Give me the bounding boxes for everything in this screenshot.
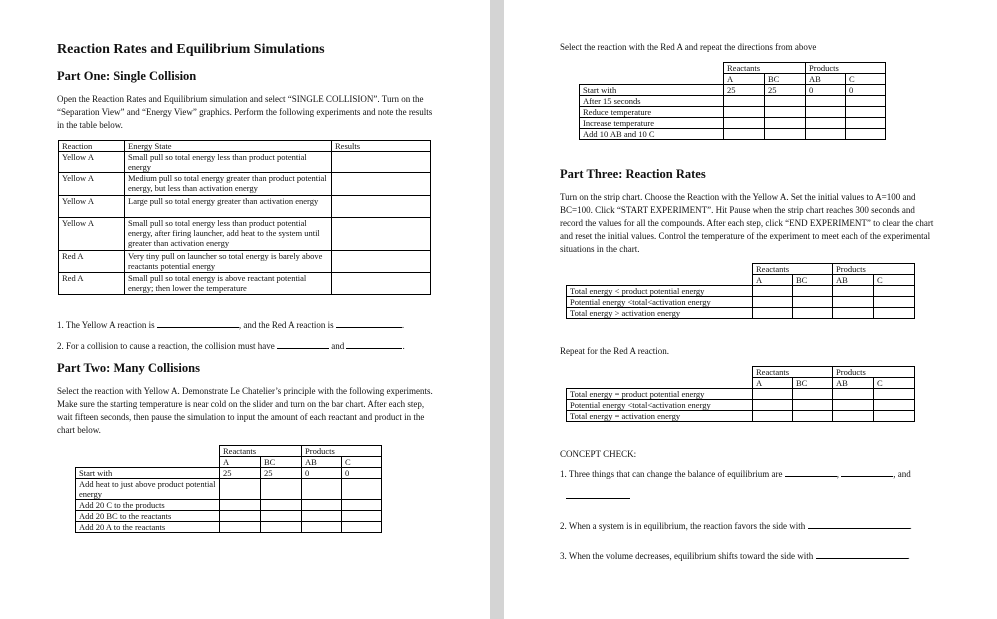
group-header-row [567, 367, 915, 378]
value-cell[interactable] [753, 400, 793, 411]
q2-text-b: and [331, 341, 345, 351]
col-c: C [874, 378, 915, 389]
row-label: Increase temperature [580, 118, 724, 129]
energy-state-cell: Medium pull so total energy greater than product potential energy, but less than activation energy [125, 173, 332, 196]
answer-blank[interactable] [277, 348, 329, 349]
table-row [567, 389, 915, 400]
value-cell[interactable] [724, 129, 765, 140]
value-cell[interactable] [793, 400, 833, 411]
row-label: Reduce temperature [580, 107, 724, 118]
row-label: Total energy = product potential energy [567, 389, 753, 400]
value-cell[interactable] [261, 500, 302, 511]
column-header-row [567, 275, 915, 286]
part-two-heading: Part Two: Many Collisions [57, 361, 200, 375]
concept-question-3: 3. When the volume decreases, equilibrium shifts toward the side with . [560, 551, 910, 561]
value-cell[interactable] [846, 129, 886, 140]
value-cell[interactable] [793, 286, 833, 297]
value-cell[interactable] [342, 511, 382, 522]
results-cell[interactable] [332, 152, 431, 173]
cq3-text: 3. When the volume decreases, equilibrium shifts toward the side with [560, 551, 814, 561]
header-results: Results [332, 141, 431, 152]
value-cell[interactable] [342, 479, 382, 500]
value-cell: 0 [846, 85, 886, 96]
answer-blank[interactable] [157, 327, 239, 328]
col-ab: AB [302, 457, 342, 468]
value-cell: 25 [765, 85, 806, 96]
value-cell[interactable] [765, 118, 806, 129]
value-cell[interactable] [302, 500, 342, 511]
row-label: Total energy < product potential energy [567, 286, 753, 297]
energy-state-cell: Small pull so total energy is above reactant potential energy; then lower the temperature [125, 273, 332, 295]
value-cell[interactable] [846, 96, 886, 107]
energy-state-cell: Very tiny pull on launcher so total energy is barely above reactants potential energy [125, 251, 332, 273]
answer-blank[interactable] [841, 476, 893, 477]
reactants-group-header: Reactants [724, 63, 806, 74]
row-label: Total energy = activation energy [567, 411, 753, 422]
right-page [504, 0, 997, 619]
value-cell[interactable] [806, 107, 846, 118]
col-ab: AB [806, 74, 846, 85]
value-cell[interactable] [302, 511, 342, 522]
value-cell[interactable] [302, 479, 342, 500]
table-row [76, 500, 382, 511]
answer-blank[interactable] [816, 558, 908, 559]
group-header-row [76, 446, 382, 457]
red-a-intro: Select the reaction with the Red A and repeat the directions from above [560, 42, 817, 52]
value-cell[interactable] [806, 96, 846, 107]
value-cell[interactable] [874, 286, 915, 297]
col-bc: BC [765, 74, 806, 85]
value-cell[interactable] [342, 522, 382, 533]
energy-state-cell: Large pull so total energy greater than activation energy [125, 196, 332, 218]
products-group-header: Products [833, 264, 915, 275]
value-cell[interactable] [833, 400, 874, 411]
table-row [580, 85, 886, 96]
value-cell[interactable] [261, 511, 302, 522]
page-gutter [490, 0, 504, 619]
col-ab: AB [833, 378, 874, 389]
table-row [76, 479, 382, 500]
value-cell[interactable] [302, 522, 342, 533]
row-label: Total energy > activation energy [567, 308, 753, 319]
answer-blank[interactable] [785, 476, 837, 477]
value-cell[interactable] [833, 411, 874, 422]
energy-state-cell: Small pull so total energy less than product potential energy, after firing launcher, add heat to the system until greater than activation energy [125, 218, 332, 251]
results-cell[interactable] [332, 173, 431, 196]
col-c: C [846, 74, 886, 85]
value-cell[interactable] [220, 479, 261, 500]
value-cell[interactable] [724, 118, 765, 129]
concept-question-1: 1. Three things that can change the balance of equilibrium are , , and [560, 469, 911, 479]
value-cell: 0 [806, 85, 846, 96]
value-cell[interactable] [874, 297, 915, 308]
col-c: C [874, 275, 915, 286]
value-cell[interactable] [765, 107, 806, 118]
value-cell[interactable] [793, 389, 833, 400]
row-label: Add 10 AB and 10 C [580, 129, 724, 140]
table-row [76, 511, 382, 522]
value-cell[interactable] [753, 286, 793, 297]
column-header-row [580, 74, 886, 85]
value-cell[interactable] [874, 411, 915, 422]
col-c: C [342, 457, 382, 468]
value-cell[interactable] [833, 297, 874, 308]
document-title: Reaction Rates and Equilibrium Simulations [57, 42, 325, 57]
q2-text-a: 2. For a collision to cause a reaction, the collision must have [57, 341, 275, 351]
row-label: Add heat to just above product potential energy [76, 479, 220, 500]
answer-blank[interactable] [808, 528, 910, 529]
products-group-header: Products [806, 63, 886, 74]
value-cell[interactable] [874, 308, 915, 319]
value-cell[interactable] [846, 107, 886, 118]
value-cell[interactable] [724, 107, 765, 118]
table-row [59, 152, 431, 173]
energy-state-cell: Small pull so total energy less than product potential energy [125, 152, 332, 173]
red-a-table [579, 62, 886, 140]
value-cell[interactable] [833, 286, 874, 297]
row-label: Potential energy <total<activation energy [567, 297, 753, 308]
table-row [567, 411, 915, 422]
row-label: Add 20 BC to the reactants [76, 511, 220, 522]
column-header-row [76, 457, 382, 468]
table-row [567, 286, 915, 297]
many-collisions-table [75, 445, 382, 533]
table-row [580, 96, 886, 107]
answer-blank[interactable] [336, 327, 402, 328]
value-cell[interactable] [846, 118, 886, 129]
cq1-text: 1. Three things that can change the balance of equilibrium are [560, 469, 783, 479]
value-cell[interactable] [220, 522, 261, 533]
table-row [567, 297, 915, 308]
value-cell[interactable] [220, 500, 261, 511]
q1-text-a: 1. The Yellow A reaction is [57, 320, 155, 330]
part-one-intro: Open the Reaction Rates and Equilibrium simulation and select “SINGLE COLLISION”. Turn on the “Separation View” and “Energy View” graphics. Perform the following experiments and note the results in the table below. [57, 94, 433, 130]
value-cell[interactable] [724, 96, 765, 107]
value-cell[interactable] [765, 129, 806, 140]
table-row [59, 251, 431, 273]
reactants-group-header: Reactants [753, 367, 833, 378]
concept-question-2: 2. When a system is in equilibrium, the reaction favors the side with . [560, 521, 912, 531]
concept-check-heading: CONCEPT CHECK: [560, 449, 637, 459]
question-1: 1. The Yellow A reaction is , and the Red A reaction is . [57, 320, 405, 330]
value-cell[interactable] [806, 129, 846, 140]
value-cell[interactable] [220, 511, 261, 522]
table-row [59, 218, 431, 251]
value-cell: 0 [342, 468, 382, 479]
value-cell: 0 [302, 468, 342, 479]
col-a: A [753, 378, 793, 389]
group-header-row [580, 63, 886, 74]
value-cell: 25 [220, 468, 261, 479]
table-row [59, 173, 431, 196]
table-row [76, 468, 382, 479]
table-row [567, 308, 915, 319]
results-cell[interactable] [332, 273, 431, 295]
question-2: 2. For a collision to cause a reaction, the collision must have and . [57, 341, 405, 351]
table-row [580, 118, 886, 129]
value-cell[interactable] [793, 308, 833, 319]
value-cell: 25 [724, 85, 765, 96]
red-a-rates-table [566, 366, 915, 422]
col-a: A [220, 457, 261, 468]
table-row [59, 196, 431, 218]
row-label: Add 20 C to the products [76, 500, 220, 511]
part-three-heading: Part Three: Reaction Rates [560, 167, 706, 181]
reaction-cell: Yellow A [59, 218, 125, 251]
value-cell: 25 [261, 468, 302, 479]
col-bc: BC [793, 378, 833, 389]
value-cell[interactable] [874, 389, 915, 400]
row-label: Potential energy <total<activation energy [567, 400, 753, 411]
results-cell[interactable] [332, 251, 431, 273]
column-header-row [567, 378, 915, 389]
value-cell[interactable] [261, 522, 302, 533]
value-cell[interactable] [753, 389, 793, 400]
part-three-intro: Turn on the strip chart. Choose the Reaction with the Yellow A. Set the initial values to A=100 and BC=100. Click “START EXPERIMENT”. Hit Pause when the strip chart reaches 300 seconds and record the values for all the compounds. After each step, click “END EXPERIMENT” to clear the chart and reset the initial values. Control the temperature of the experiment to meet each of the experimental situations in the chart. [560, 192, 934, 254]
value-cell[interactable] [261, 479, 302, 500]
col-a: A [753, 275, 793, 286]
part-one-heading: Part One: Single Collision [57, 69, 197, 83]
table-row [567, 400, 915, 411]
header-reaction: Reaction [59, 141, 125, 152]
reaction-cell: Red A [59, 251, 125, 273]
yellow-a-rates-table [566, 263, 915, 319]
reactants-group-header: Reactants [220, 446, 302, 457]
cq2-text: 2. When a system is in equilibrium, the reaction favors the side with [560, 521, 806, 531]
products-group-header: Products [833, 367, 915, 378]
repeat-red-a: Repeat for the Red A reaction. [560, 346, 669, 356]
answer-blank[interactable] [346, 348, 402, 349]
value-cell[interactable] [753, 297, 793, 308]
value-cell[interactable] [833, 308, 874, 319]
reaction-cell: Yellow A [59, 152, 125, 173]
col-bc: BC [261, 457, 302, 468]
row-label: After 15 seconds [580, 96, 724, 107]
value-cell[interactable] [765, 96, 806, 107]
table-row [580, 129, 886, 140]
results-cell[interactable] [332, 218, 431, 251]
col-bc: BC [793, 275, 833, 286]
table-row [59, 273, 431, 295]
value-cell[interactable] [793, 297, 833, 308]
reaction-cell: Yellow A [59, 173, 125, 196]
table-header-row [59, 141, 431, 152]
row-label: Add 20 A to the reactants [76, 522, 220, 533]
row-label: Start with [76, 468, 220, 479]
left-page [0, 0, 490, 619]
table-row [76, 522, 382, 533]
group-header-row [567, 264, 915, 275]
value-cell[interactable] [342, 500, 382, 511]
reaction-cell: Red A [59, 273, 125, 295]
reactants-group-header: Reactants [753, 264, 833, 275]
value-cell[interactable] [806, 118, 846, 129]
table-row [580, 107, 886, 118]
row-label: Start with [580, 85, 724, 96]
single-collision-table [58, 140, 431, 295]
value-cell[interactable] [793, 411, 833, 422]
value-cell[interactable] [833, 389, 874, 400]
header-energy-state: Energy State [125, 141, 332, 152]
products-group-header: Products [302, 446, 382, 457]
col-ab: AB [833, 275, 874, 286]
q1-text-b: , and the Red A reaction is [238, 320, 334, 330]
value-cell[interactable] [753, 411, 793, 422]
value-cell[interactable] [874, 400, 915, 411]
col-a: A [724, 74, 765, 85]
concept-question-1-continued [566, 490, 630, 502]
results-cell[interactable] [332, 196, 431, 218]
value-cell[interactable] [753, 308, 793, 319]
answer-blank[interactable] [566, 498, 630, 499]
cq1-and: , and [893, 469, 911, 479]
reaction-cell: Yellow A [59, 196, 125, 218]
part-two-intro: Select the reaction with Yellow A. Demonstrate Le Chatelier’s principle with the following experiments. Make sure the starting temperature is near cold on the slider and turn on the bar chart. After each step, wait fifteen seconds, then pause the simulation to input the amount of each reactant and product in the chart below. [57, 386, 433, 435]
